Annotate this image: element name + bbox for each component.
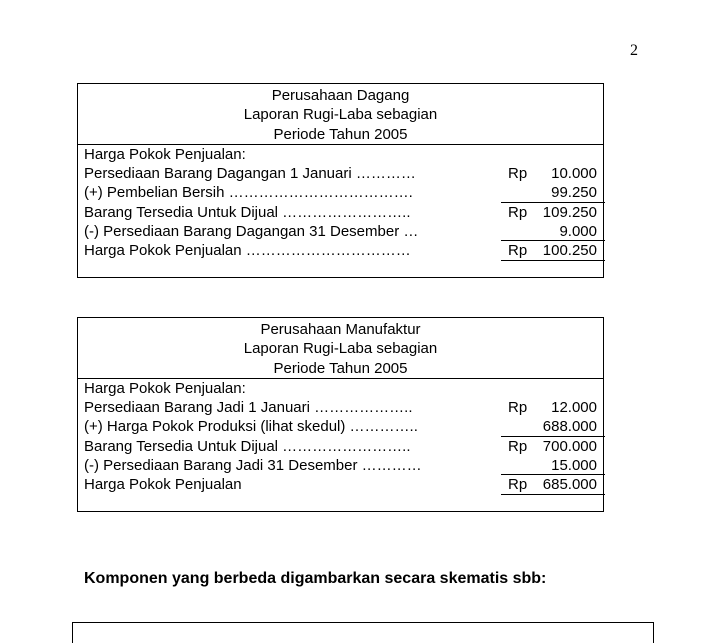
table-row: [84, 475, 603, 494]
company-name: Perusahaan Manufaktur: [260, 321, 421, 338]
report-period: Periode Tahun 2005: [273, 125, 408, 143]
row-label: Harga Pokok Penjualan ……………………………: [84, 242, 411, 260]
row-label: (-) Persediaan Barang Jadi 31 Desember …………: [84, 457, 422, 475]
table-row: [84, 164, 603, 183]
table-row: [84, 183, 603, 202]
section-heading: Harga Pokok Penjualan:: [84, 379, 246, 397]
statement-body: [78, 145, 603, 261]
statement-manufaktur: [77, 317, 604, 512]
schematic-box: [72, 622, 654, 643]
row-label: Persediaan Barang Dagangan 1 Januari …………: [84, 165, 416, 183]
row-amount: 100.250: [542, 242, 597, 260]
section-heading: Harga Pokok Penjualan:: [84, 145, 246, 163]
row-amount: 9.000: [559, 223, 597, 241]
table-row: [84, 437, 603, 456]
row-currency: Rp: [508, 437, 528, 455]
row-currency: Rp: [508, 242, 528, 260]
statement-dagang: [77, 83, 604, 278]
table-row: [84, 222, 603, 241]
row-amount: 688.000: [542, 418, 597, 436]
row-label: Persediaan Barang Jadi 1 Januari ………………..: [84, 399, 413, 417]
report-title: Laporan Rugi-Laba sebagian: [243, 106, 438, 124]
row-label: (+) Harga Pokok Produksi (lihat skedul) …………..: [84, 418, 418, 436]
schematic-caption: Komponen yang berbeda digambarkan secara skematis sbb:: [84, 570, 547, 587]
row-label: (-) Persediaan Barang Dagangan 31 Desember …: [84, 223, 419, 241]
row-amount: 15.000: [551, 457, 597, 475]
total-rule: [501, 260, 605, 261]
table-row: [84, 241, 603, 260]
company-name: Perusahaan Dagang: [271, 87, 410, 104]
row-label: Barang Tersedia Untuk Dijual ……………………..: [84, 437, 411, 455]
table-row: [84, 398, 603, 417]
total-rule: [501, 494, 605, 495]
report-period: Periode Tahun 2005: [273, 359, 408, 377]
statement-header: [78, 84, 603, 145]
row-amount: 12.000: [551, 399, 597, 417]
row-currency: Rp: [508, 399, 528, 417]
row-currency: Rp: [508, 476, 528, 494]
row-amount: 99.250: [551, 184, 597, 202]
table-row: [84, 456, 603, 475]
row-amount: 10.000: [551, 165, 597, 183]
statement-body: [78, 379, 603, 495]
statement-header: [78, 318, 603, 379]
row-label: Harga Pokok Penjualan: [84, 476, 242, 494]
row-currency: Rp: [508, 203, 528, 221]
row-amount: 685.000: [542, 476, 597, 494]
report-title: Laporan Rugi-Laba sebagian: [243, 340, 438, 358]
table-row: [84, 203, 603, 222]
table-row: [84, 417, 603, 436]
row-currency: Rp: [508, 165, 528, 183]
page-number: 2: [630, 42, 638, 59]
row-amount: 700.000: [542, 437, 597, 455]
row-label: (+) Pembelian Bersih ……………………………….: [84, 184, 413, 202]
row-amount: 109.250: [542, 203, 597, 221]
row-label: Barang Tersedia Untuk Dijual ……………………..: [84, 203, 411, 221]
